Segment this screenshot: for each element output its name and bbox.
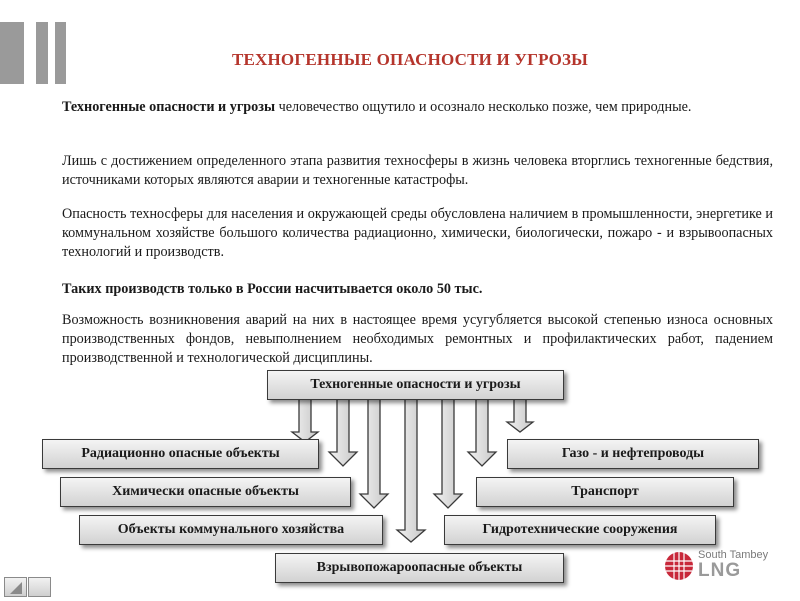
paragraph-3: Опасность техносферы для населения и окружающей среды обусловлена наличием в промышленности, энергетике и коммунальном хозяйстве большого количества радиационно, химически, биологически, пожаро - и взрывоопасных технологий и производств. — [62, 206, 773, 260]
paragraph-2: Лишь с достижением определенного этапа развития техносферы в жизнь человека вторглись техногенные бедствия, источниками которых являются аварии и техногенные катастрофы. — [62, 153, 773, 188]
arrow-to-chemical — [329, 398, 357, 466]
arrow-to-explosive — [397, 398, 425, 542]
triangle-left-icon — [5, 578, 26, 596]
arrow-to-hydro — [434, 398, 462, 508]
paragraph-4-bold: Таких производств только в России насчитывается около 50 тыс. — [62, 281, 483, 297]
paragraph-5: Возможность возникновения аварий на них в настоящее время усугубляется высокой степенью износа основных производственных фондов, невыполнением необходимых ремонтных и профилактических работ, падением производственной и технологической дисциплины. — [62, 312, 773, 366]
diagram-root-box: Техногенные опасности и угрозы — [267, 370, 564, 400]
arrow-to-pipelines — [507, 398, 533, 432]
box-radiation-objects: Радиационно опасные объекты — [42, 439, 319, 469]
logo-line-1: South Tambey — [698, 549, 769, 561]
globe-logo-icon — [664, 549, 696, 585]
box-explosive-objects: Взрывопожароопасные объекты — [275, 553, 564, 583]
box-communal-objects: Объекты коммунального хозяйства — [79, 515, 383, 545]
box-transport: Транспорт — [476, 477, 734, 507]
arrow-to-radiation — [292, 398, 318, 442]
box-chemical-objects: Химически опасные объекты — [60, 477, 351, 507]
logo-line-2: LNG — [698, 560, 742, 581]
box-pipelines: Газо - и нефтепроводы — [507, 439, 759, 469]
arrow-to-transport — [468, 398, 496, 466]
box-hydro-structures: Гидротехнические сооружения — [444, 515, 716, 545]
paragraph-1-bold: Техногенные опасности и угрозы — [62, 99, 276, 115]
next-slide-button[interactable] — [28, 577, 51, 597]
prev-slide-button[interactable] — [4, 577, 27, 597]
slide-title: ТЕХНОГЕННЫЕ ОПАСНОСТИ И УГРОЗЫ — [231, 50, 589, 69]
arrow-to-communal — [360, 398, 388, 508]
paragraph-1-rest: человечество ощутило и осознало несколько позже, чем природные. — [275, 99, 692, 115]
south-tambey-lng-logo — [664, 547, 774, 587]
